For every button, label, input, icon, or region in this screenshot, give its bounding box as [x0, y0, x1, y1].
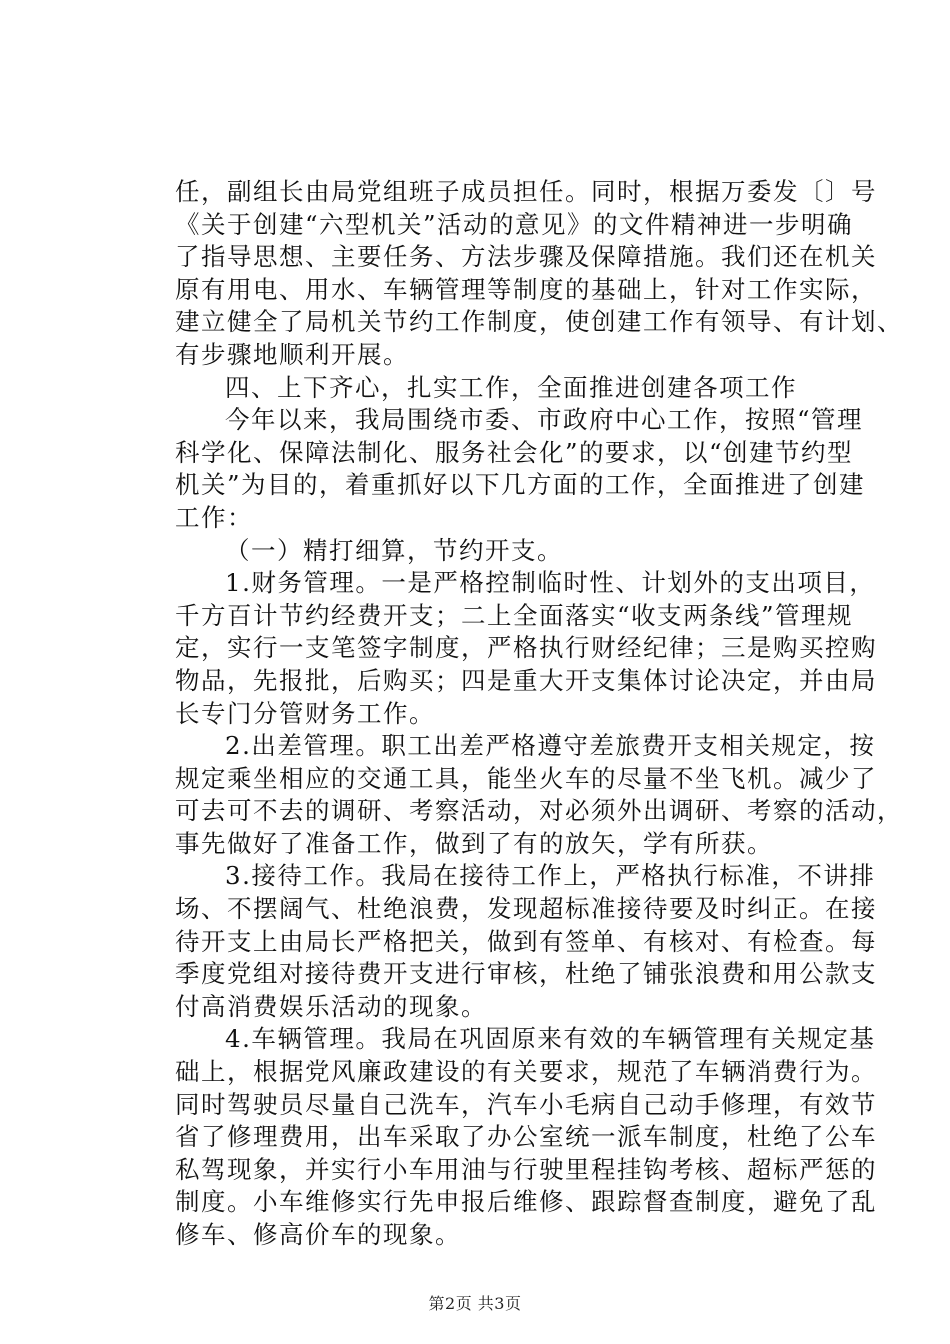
- text-line: 季度党组对接待费开支进行审核，杜绝了铺张浪费和用公款支: [175, 959, 877, 989]
- text-line: 了指导思想、主要任务、方法步骤及保障措施。我们还在机关: [175, 242, 877, 272]
- text-line: 机关”为目的，着重抓好以下几方面的工作，全面推进了创建: [175, 470, 866, 500]
- text-line: 础上，根据党风廉政建设的有关要求，规范了车辆消费行为。: [175, 1057, 877, 1087]
- page-footer: [0, 1291, 950, 1314]
- page-number: 第2页 共3页: [428, 1294, 522, 1313]
- text-line: 3.接待工作。我局在接待工作上，严格执行标准，不讲排: [225, 861, 876, 891]
- text-line: 修车、修高价车的现象。: [175, 1220, 461, 1249]
- text-line: 待开支上由局长严格把关，做到有签单、有核对、有检查。每: [175, 926, 877, 956]
- text-line: 私驾现象，并实行小车用油与行驶里程挂钩考核、超标严惩的: [175, 1154, 877, 1184]
- text-line: 制度。小车维修实行先申报后维修、跟踪督查制度，避免了乱: [175, 1187, 877, 1217]
- text-line: 今年以来，我局围绕市委、市政府中心工作，按照“管理: [225, 405, 864, 435]
- text-line: 建立健全了局机关节约工作制度，使创建工作有领导、有计划、: [175, 307, 903, 337]
- text-line: 物品，先报批，后购买；四是重大开支集体讨论决定，并由局: [175, 665, 877, 695]
- text-line: 付高消费娱乐活动的现象。: [175, 991, 487, 1021]
- text-line: 四、上下齐心，扎实工作，全面推进创建各项工作: [225, 372, 797, 402]
- text-line: 科学化、保障法制化、服务社会化”的要求，以“创建节约型: [175, 437, 854, 467]
- text-line: 有步骤地顺利开展。: [175, 339, 409, 369]
- text-line: 原有用电、用水、车辆管理等制度的基础上，针对工作实际，: [175, 274, 877, 304]
- text-line: 《关于创建“六型机关”活动的意见》的文件精神进一步明确: [175, 209, 854, 239]
- text-line: 千方百计节约经费开支；二上全面落实“收支两条线”管理规: [175, 600, 854, 630]
- text-line: 场、不摆阔气、杜绝浪费，发现超标准接待要及时纠正。在接: [175, 894, 877, 924]
- text-line: 规定乘坐相应的交通工具，能坐火车的尽量不坐飞机。减少了: [175, 763, 877, 793]
- text-line: 长专门分管财务工作。: [175, 698, 435, 728]
- text-line: 可去可不去的调研、考察活动，对必须外出调研、考察的活动，: [175, 796, 903, 826]
- text-line: 省了修理费用，出车采取了办公室统一派车制度，杜绝了公车: [175, 1122, 877, 1152]
- text-line: （一）精打细算，节约开支。: [225, 535, 563, 565]
- text-line: 工作：: [175, 502, 253, 532]
- document-body: [175, 176, 903, 1252]
- text-line: 同时驾驶员尽量自己洗车，汽车小毛病自己动手修理，有效节: [175, 1089, 877, 1119]
- text-line: 任，副组长由局党组班子成员担任。同时，根据万委发〔〕号: [175, 177, 877, 206]
- text-line: 4.车辆管理。我局在巩固原来有效的车辆管理有关规定基: [225, 1024, 876, 1054]
- text-line: 1.财务管理。一是严格控制临时性、计划外的支出项目，: [225, 568, 876, 598]
- text-line: 定，实行一支笔签字制度，严格执行财经纪律；三是购买控购: [175, 633, 877, 663]
- text-line: 事先做好了准备工作，做到了有的放矢，学有所获。: [175, 828, 773, 858]
- text-line: 2.出差管理。职工出差严格遵守差旅费开支相关规定，按: [225, 731, 876, 761]
